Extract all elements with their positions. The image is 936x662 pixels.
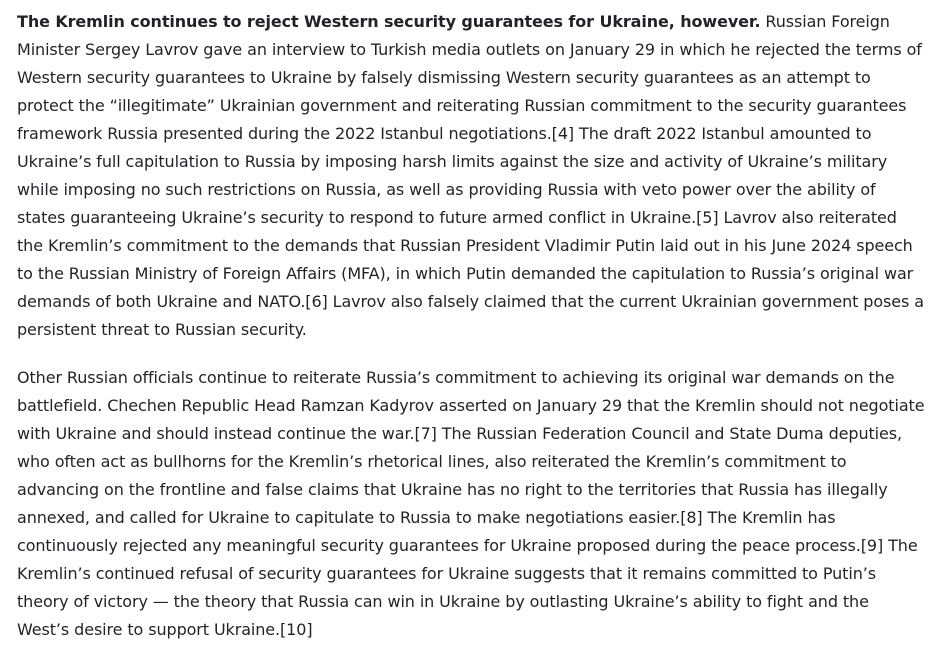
- paragraph-lavrov: [17, 8, 925, 344]
- paragraph-officials: [17, 364, 925, 644]
- paragraph-text: Russian Foreign Minister Sergey Lavrov gave an interview to Turkish media outlets on January 29 in which he rejected the terms of Western security guarantees to Ukraine by falsely dismissing Western security guarantees as an attempt to protect the “illegitimate” Ukrainian government and reiterating Russian commitment to the security guarantees framework Russia presented during the 2022 Istanbul negotiations.[4] The draft 2022 Istanbul amounted to Ukraine’s full capitulation to Russia by imposing harsh limits against the size and activity of Ukraine’s military while imposing no such restrictions on Russia, as well as providing Russia with veto power over the ability of states guaranteeing Ukraine’s security to respond to future armed conflict in Ukraine.[5] Lavrov also reiterated the Kremlin’s commitment to the demands that Russian President Vladimir Putin laid out in his June 2024 speech to the Russian Ministry of Foreign Affairs (MFA), in which Putin demanded the capitulation to Russia’s original war demands of both Ukraine and NATO.[6] Lavrov also falsely claimed that the current Ukrainian government poses a persistent threat to Russian security.: [17, 12, 924, 339]
- paragraph-lead: The Kremlin continues to reject Western security guarantees for Ukraine, however.: [17, 12, 761, 31]
- paragraph-text: Other Russian officials continue to reiterate Russia’s commitment to achieving its original war demands on the battlefield. Chechen Republic Head Ramzan Kadyrov asserted on January 29 that the Kremlin should not negotiate with Ukraine and should instead continue the war.[7] The Russian Federation Council and State Duma deputies, who often act as bullhorns for the Kremlin’s rhetorical lines, also reiterated the Kremlin’s commitment to advancing on the frontline and false claims that Ukraine has no right to the territories that Russia has illegally annexed, and called for Ukraine to capitulate to Russia to make negotiations easier.[8] The Kremlin has continuously rejected any meaningful security guarantees for Ukraine proposed during the peace process.[9] The Kremlin’s continued refusal of security guarantees for Ukraine suggests that it remains committed to Putin’s theory of victory — the theory that Russia can win in Ukraine by outlasting Ukraine’s ability to fight and the West’s desire to support Ukraine.[10]: [17, 368, 925, 639]
- article-body: [17, 8, 925, 644]
